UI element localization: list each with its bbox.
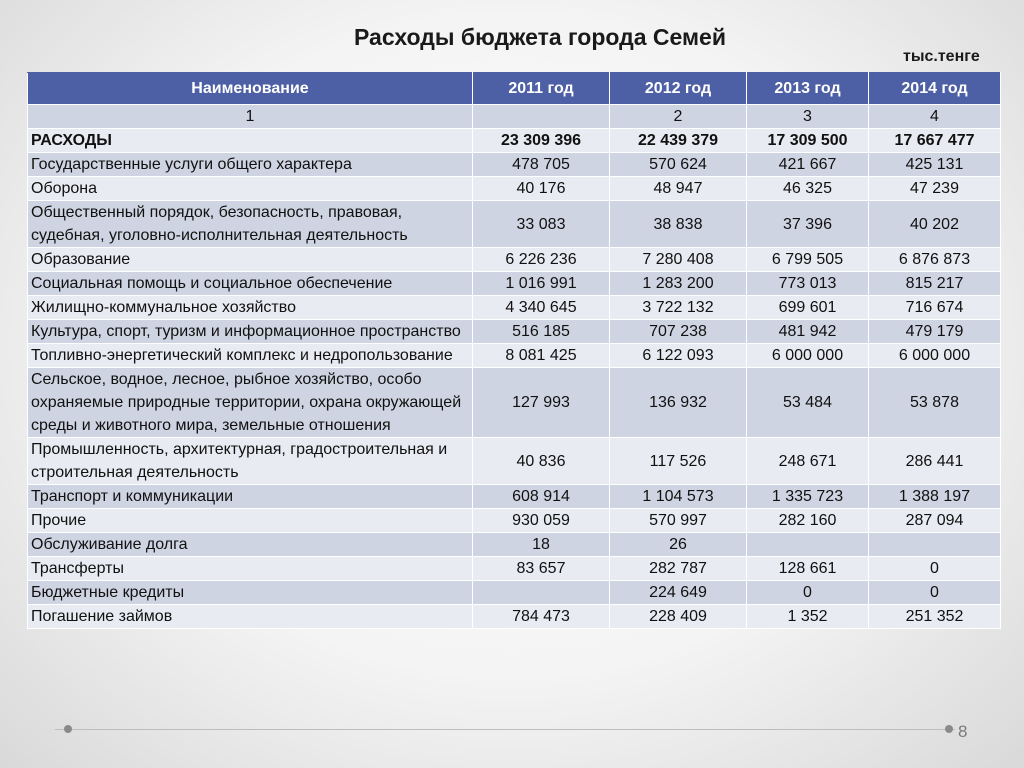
index-cell — [473, 105, 610, 129]
value-cell: 38 838 — [610, 201, 747, 248]
units-label: тыс.тенге — [903, 48, 980, 65]
value-cell: 287 094 — [869, 509, 1001, 533]
value-cell: 18 — [473, 533, 610, 557]
value-cell: 40 176 — [473, 177, 610, 201]
value-cell: 6 226 236 — [473, 248, 610, 272]
value-cell: 570 624 — [610, 153, 747, 177]
table-row — [28, 485, 1001, 509]
index-row — [28, 105, 1001, 129]
value-cell: 716 674 — [869, 296, 1001, 320]
value-cell: 699 601 — [747, 296, 869, 320]
value-cell: 0 — [869, 557, 1001, 581]
table-row — [28, 509, 1001, 533]
value-cell: 815 217 — [869, 272, 1001, 296]
budget-table — [27, 72, 1001, 629]
value-cell: 22 439 379 — [610, 129, 747, 153]
table-row — [28, 201, 1001, 248]
value-cell: 23 309 396 — [473, 129, 610, 153]
table-row — [28, 557, 1001, 581]
value-cell: 707 238 — [610, 320, 747, 344]
table-row — [28, 129, 1001, 153]
footer-dot-left — [64, 725, 72, 733]
value-cell: 478 705 — [473, 153, 610, 177]
table-row — [28, 344, 1001, 368]
value-cell: 224 649 — [610, 581, 747, 605]
value-cell: 425 131 — [869, 153, 1001, 177]
row-name: Транспорт и коммуникации — [28, 485, 473, 509]
value-cell: 608 914 — [473, 485, 610, 509]
table-row — [28, 605, 1001, 629]
value-cell: 248 671 — [747, 438, 869, 485]
value-cell: 17 309 500 — [747, 129, 869, 153]
page-number: 8 — [958, 722, 968, 741]
row-name: Трансферты — [28, 557, 473, 581]
row-name: РАСХОДЫ — [28, 129, 473, 153]
row-name: Жилищно-коммунальное хозяйство — [28, 296, 473, 320]
value-cell: 930 059 — [473, 509, 610, 533]
row-name: Прочие — [28, 509, 473, 533]
row-name: Погашение займов — [28, 605, 473, 629]
index-cell: 2 — [610, 105, 747, 129]
row-name: Топливно-энергетический комплекс и недропользование — [28, 344, 473, 368]
value-cell: 128 661 — [747, 557, 869, 581]
table-row — [28, 296, 1001, 320]
value-cell — [869, 533, 1001, 557]
page-title: Расходы бюджета города Семей — [354, 24, 726, 50]
row-name: Промышленность, архитектурная, градостроительная и строительная деятельность — [28, 438, 473, 485]
value-cell: 17 667 477 — [869, 129, 1001, 153]
header-2011: 2011 год — [473, 73, 610, 105]
table-row — [28, 248, 1001, 272]
row-name: Социальная помощь и социальное обеспечение — [28, 272, 473, 296]
value-cell: 479 179 — [869, 320, 1001, 344]
table-row — [28, 177, 1001, 201]
value-cell: 1 335 723 — [747, 485, 869, 509]
value-cell: 228 409 — [610, 605, 747, 629]
value-cell: 48 947 — [610, 177, 747, 201]
table-row — [28, 533, 1001, 557]
value-cell: 784 473 — [473, 605, 610, 629]
value-cell: 83 657 — [473, 557, 610, 581]
value-cell: 6 876 873 — [869, 248, 1001, 272]
value-cell: 46 325 — [747, 177, 869, 201]
header-2014: 2014 год — [869, 73, 1001, 105]
header-name: Наименование — [28, 73, 473, 105]
row-name: Культура, спорт, туризм и информационное пространство — [28, 320, 473, 344]
footer-divider — [55, 729, 955, 730]
value-cell: 8 081 425 — [473, 344, 610, 368]
row-name: Государственные услуги общего характера — [28, 153, 473, 177]
table-row — [28, 320, 1001, 344]
header-row — [28, 73, 1001, 105]
value-cell: 53 878 — [869, 368, 1001, 438]
value-cell: 570 997 — [610, 509, 747, 533]
value-cell: 1 388 197 — [869, 485, 1001, 509]
row-name: Бюджетные кредиты — [28, 581, 473, 605]
index-cell: 3 — [747, 105, 869, 129]
value-cell: 1 352 — [747, 605, 869, 629]
value-cell: 4 340 645 — [473, 296, 610, 320]
table-row — [28, 272, 1001, 296]
value-cell: 251 352 — [869, 605, 1001, 629]
value-cell: 6 122 093 — [610, 344, 747, 368]
value-cell: 481 942 — [747, 320, 869, 344]
value-cell: 6 000 000 — [747, 344, 869, 368]
value-cell: 6 000 000 — [869, 344, 1001, 368]
table-row — [28, 368, 1001, 438]
value-cell: 40 836 — [473, 438, 610, 485]
value-cell: 282 160 — [747, 509, 869, 533]
value-cell — [747, 533, 869, 557]
row-name: Оборона — [28, 177, 473, 201]
value-cell: 7 280 408 — [610, 248, 747, 272]
table-row — [28, 581, 1001, 605]
value-cell: 773 013 — [747, 272, 869, 296]
header-2013: 2013 год — [747, 73, 869, 105]
header-2012: 2012 год — [610, 73, 747, 105]
table-row — [28, 438, 1001, 485]
value-cell: 282 787 — [610, 557, 747, 581]
row-name: Образование — [28, 248, 473, 272]
value-cell: 3 722 132 — [610, 296, 747, 320]
value-cell: 33 083 — [473, 201, 610, 248]
row-name: Обслуживание долга — [28, 533, 473, 557]
value-cell: 1 104 573 — [610, 485, 747, 509]
value-cell: 516 185 — [473, 320, 610, 344]
value-cell: 0 — [747, 581, 869, 605]
value-cell: 421 667 — [747, 153, 869, 177]
row-name: Сельское, водное, лесное, рыбное хозяйство, особо охраняемые природные территории, охрана окружающей среды и животного мира, земельные отношения — [28, 368, 473, 438]
value-cell: 0 — [869, 581, 1001, 605]
value-cell: 26 — [610, 533, 747, 557]
index-cell: 4 — [869, 105, 1001, 129]
table-row — [28, 153, 1001, 177]
value-cell: 136 932 — [610, 368, 747, 438]
value-cell: 1 283 200 — [610, 272, 747, 296]
value-cell: 47 239 — [869, 177, 1001, 201]
value-cell: 40 202 — [869, 201, 1001, 248]
value-cell — [473, 581, 610, 605]
value-cell: 1 016 991 — [473, 272, 610, 296]
row-name: Общественный порядок, безопасность, правовая, судебная, уголовно-исполнительная деятельность — [28, 201, 473, 248]
value-cell: 127 993 — [473, 368, 610, 438]
index-cell: 1 — [28, 105, 473, 129]
value-cell: 286 441 — [869, 438, 1001, 485]
value-cell: 53 484 — [747, 368, 869, 438]
value-cell: 117 526 — [610, 438, 747, 485]
value-cell: 37 396 — [747, 201, 869, 248]
value-cell: 6 799 505 — [747, 248, 869, 272]
footer-dot-right — [945, 725, 953, 733]
